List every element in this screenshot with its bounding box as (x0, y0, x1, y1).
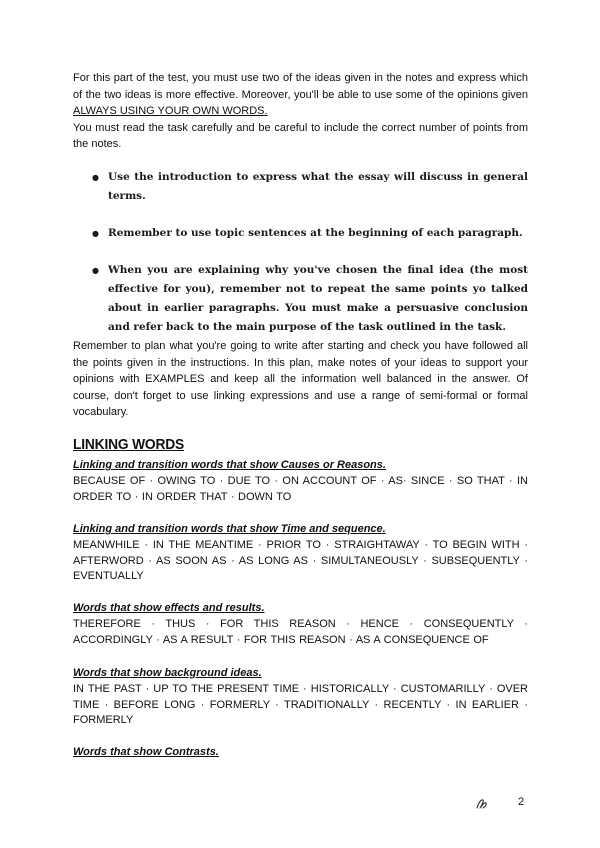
section-words-background: IN THE PAST · UP TO THE PRESENT TIME · HISTORICALLY · CUSTOMARILLY · OVER TIME · BEFORE LONG · FORMERLY · TRADITIONALLY · RECENTLY · IN EARLIER · FORMERLY (73, 683, 528, 726)
tip-item: ● When you are explaining why you've chosen the final idea (the most effective for you), remember not to repeat the same points yo talked about in earlier paragraphs. You must make a persuasive conclusion and refer back to the main purpose of the task outlined in the task. (92, 261, 528, 337)
section-title-background: Words that show background ideas. (73, 667, 262, 679)
section-title-causes: Linking and transition words that show Causes or Reasons. (73, 459, 386, 471)
section-words-time: MEANWHILE · IN THE MEANTIME · PRIOR TO · STRAIGHTAWAY · TO BEGIN WITH · AFTERWORD · AS SOON AS · AS LONG AS · SIMULTANEOUSLY · SUBSEQUENTLY · EVENTUALLY (73, 539, 528, 582)
plan-paragraph: Remember to plan what you're going to write after starting and check you have followed all the points given in the instructions. In this plan, make notes of your ideas to support your opinions with EXAMPLES and keep all the information well balanced in the answer. Of course, don't forget to use linking expressions and use a range of semi-formal or formal vocabulary. (73, 340, 528, 418)
tip-item: ● Use the introduction to express what the essay will discuss in general terms. (92, 168, 528, 206)
intro-text-2: You must read the task carefully and be careful to include the correct number of points from the notes. (73, 121, 528, 150)
section-title-contrasts: Words that show Contrasts. (73, 746, 219, 758)
section-words-causes: BECAUSE OF · OWING TO · DUE TO · ON ACCOUNT OF · AS· SINCE · SO THAT · IN ORDER TO · IN ORDER THAT · DOWN TO (73, 475, 528, 503)
section-title-time: Linking and transition words that show Time and sequence. (73, 523, 386, 535)
signature-mark-icon (474, 796, 490, 812)
section-words-effects: THEREFORE · THUS · FOR THIS REASON · HENCE · CONSEQUENTLY · ACCORDINGLY · AS A RESULT · FOR THIS REASON · AS A CONSEQUENCE OF (73, 618, 528, 646)
intro-text: For this part of the test, you must use two of the ideas given in the notes and express which of the two ideas is more effective. Moreover, you'll be able to use some of the opinions given (73, 72, 528, 101)
section-title-effects: Words that show effects and results. (73, 602, 265, 614)
linking-words-heading: LINKING WORDS (73, 436, 185, 453)
tip-item: ● Remember to use topic sentences at the beginning of each paragraph. (92, 224, 528, 243)
intro-paragraph (73, 70, 528, 153)
own-words-emphasis: ALWAYS USING YOUR OWN WORDS. (73, 105, 268, 117)
page-number: 2 (518, 796, 525, 808)
tips-list (92, 168, 528, 337)
